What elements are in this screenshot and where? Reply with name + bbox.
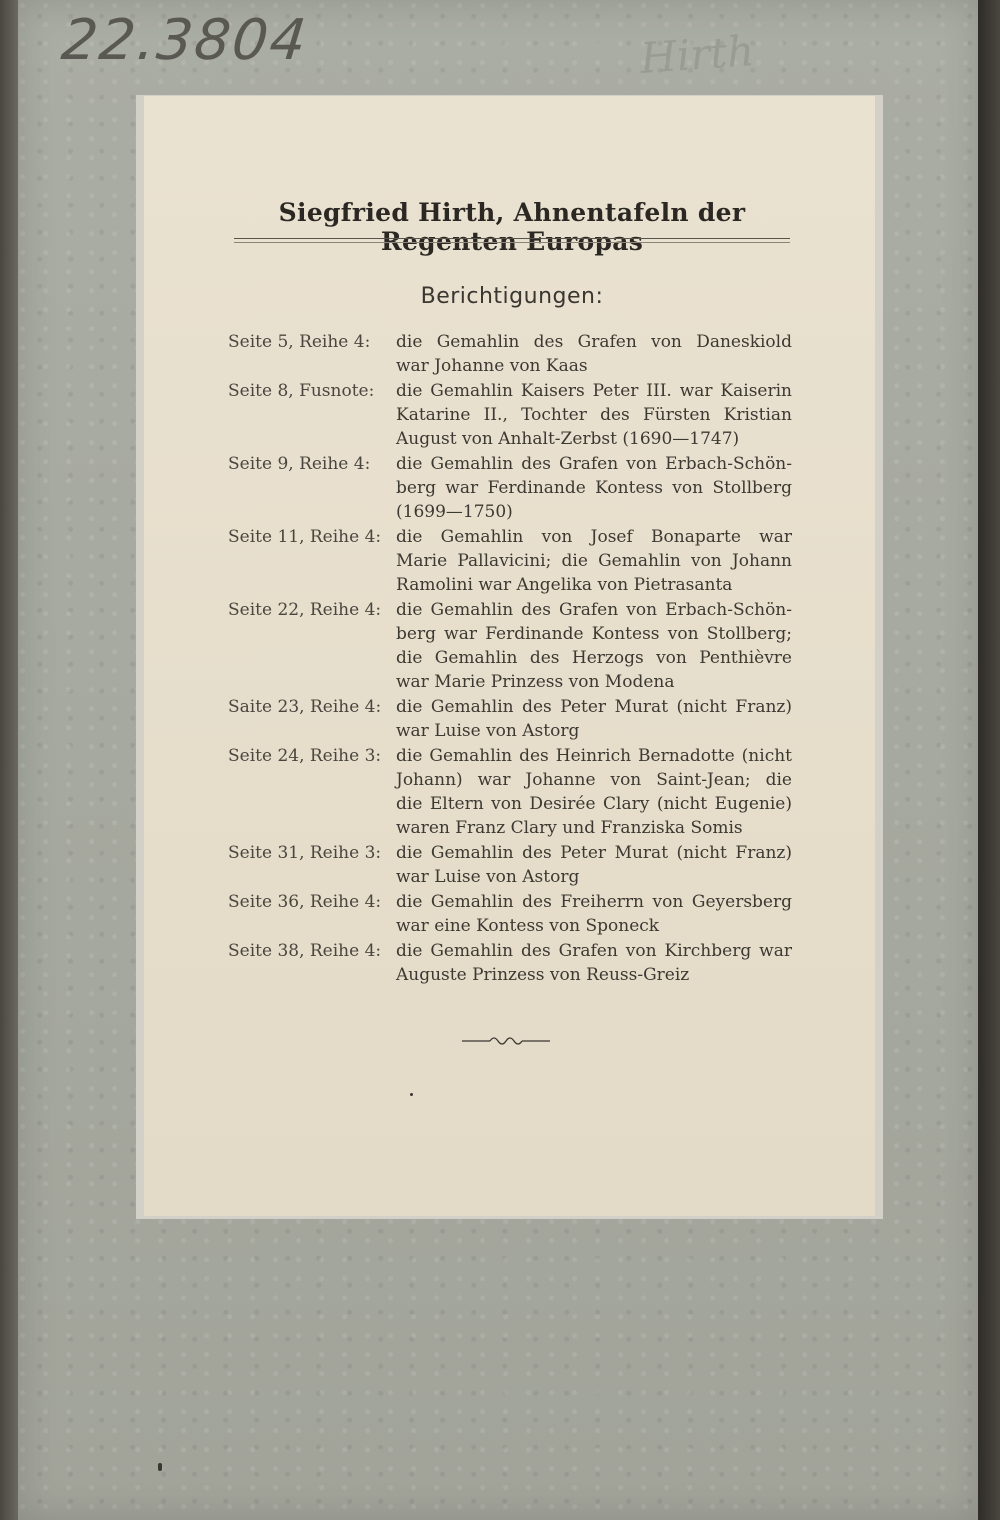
correction-entry	[228, 695, 792, 743]
correction-line: die Gemahlin des Grafen von Erbach-Schön-	[396, 600, 792, 620]
correction-line: die Gemahlin des Grafen von Erbach-Schön-	[396, 454, 792, 474]
correction-reference: Seite 5, Reihe 4:	[228, 332, 371, 352]
correction-entry	[228, 841, 792, 889]
correction-line: Johann) war Johanne von Saint-Jean; die	[396, 770, 792, 790]
correction-line: die Gemahlin Kaisers Peter III. war Kaiserin	[396, 381, 792, 401]
corrections-heading: Berichtigungen:	[420, 284, 604, 309]
correction-reference: Seite 8, Fusnote:	[228, 381, 375, 401]
correction-line: die Gemahlin des Peter Murat (nicht Franz)	[396, 697, 792, 717]
correction-line: war eine Kontess von Sponeck	[396, 916, 660, 936]
correction-entry	[228, 598, 792, 694]
correction-line: Marie Pallavicini; die Gemahlin von Johann	[396, 551, 792, 571]
title-rule	[234, 238, 790, 239]
correction-text	[396, 330, 792, 378]
ink-speck	[410, 1093, 413, 1096]
correction-line: die Gemahlin des Heinrich Bernadotte (nicht	[396, 746, 792, 766]
correction-reference: Seite 22, Reihe 4:	[228, 600, 382, 620]
correction-line: die Gemahlin des Peter Murat (nicht Franz)	[396, 843, 792, 863]
binding-edge-left	[0, 0, 18, 1520]
correction-line: die Gemahlin des Grafen von Daneskiold	[396, 332, 792, 352]
correction-line: die Eltern von Desirée Clary (nicht Eugenie)	[396, 794, 792, 814]
correction-text	[396, 452, 792, 524]
shelfmark-handwritten: 22.3804	[58, 8, 311, 73]
correction-line: die Gemahlin des Herzogs von Penthièvre	[396, 648, 792, 668]
correction-line: war Marie Prinzess von Modena	[396, 672, 675, 692]
correction-text	[396, 695, 792, 743]
correction-entry	[228, 744, 792, 840]
correction-line: waren Franz Clary und Franziska Somis	[396, 818, 743, 838]
correction-line: war Luise von Astorg	[396, 721, 580, 741]
correction-entry	[228, 890, 792, 938]
correction-reference: Seite 36, Reihe 4:	[228, 892, 382, 912]
correction-entry	[228, 452, 792, 524]
correction-entry	[228, 330, 792, 378]
correction-line: die Gemahlin des Freiherrn von Geyersberg	[396, 892, 792, 912]
title-rule-secondary	[234, 242, 790, 243]
correction-text	[396, 744, 792, 840]
ornament-divider-icon	[462, 1030, 550, 1050]
document-title: Siegfried Hirth, Ahnentafeln der Regenten Europas	[278, 198, 746, 256]
corrections-list	[228, 330, 792, 988]
correction-text	[396, 379, 792, 451]
correction-line: war Johanne von Kaas	[396, 356, 588, 376]
correction-entry	[228, 525, 792, 597]
correction-reference: Seite 31, Reihe 3:	[228, 843, 382, 863]
correction-line: die Gemahlin des Grafen von Kirchberg war	[396, 941, 792, 961]
correction-line: (1699—1750)	[396, 502, 513, 522]
correction-reference: Seite 38, Reihe 4:	[228, 941, 382, 961]
correction-text	[396, 939, 792, 987]
correction-line: die Gemahlin von Josef Bonaparte war	[396, 527, 792, 547]
correction-reference: Seite 11, Reihe 4:	[228, 527, 382, 547]
correction-line: war Luise von Astorg	[396, 867, 580, 887]
correction-entry	[228, 379, 792, 451]
correction-reference: Seite 9, Reihe 4:	[228, 454, 371, 474]
ink-speck	[158, 1463, 162, 1471]
correction-line: August von Anhalt-Zerbst (1690—1747)	[396, 429, 740, 449]
binding-edge-right	[978, 0, 1000, 1520]
correction-line: Katarine II., Tochter des Fürsten Kristian	[396, 405, 792, 425]
correction-text	[396, 890, 792, 938]
correction-reference: Saite 23, Reihe 4:	[228, 697, 382, 717]
correction-line: Ramolini war Angelika von Pietrasanta	[396, 575, 733, 595]
correction-line: Auguste Prinzess von Reuss-Greiz	[396, 965, 690, 985]
pencil-annotation: Hirth	[638, 26, 756, 83]
correction-line: berg war Ferdinande Kontess von Stollberg;	[396, 624, 792, 644]
correction-entry	[228, 939, 792, 987]
correction-reference: Seite 24, Reihe 3:	[228, 746, 382, 766]
correction-line: berg war Ferdinande Kontess von Stollberg	[396, 478, 792, 498]
correction-text	[396, 525, 792, 597]
correction-text	[396, 598, 792, 694]
correction-text	[396, 841, 792, 889]
